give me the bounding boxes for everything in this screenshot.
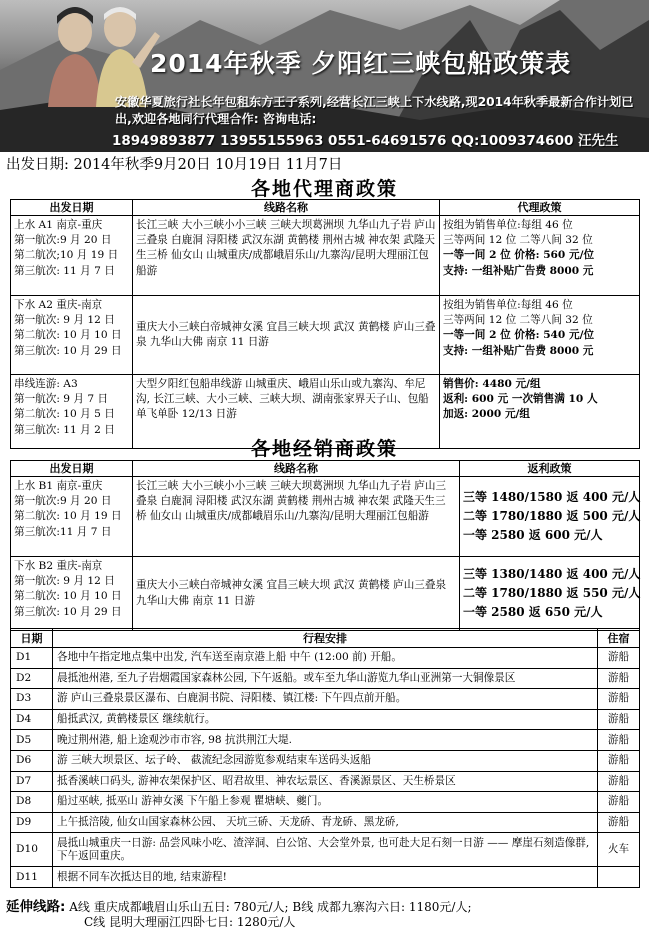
col-header-rebate: 返利政策	[460, 461, 640, 477]
itinerary-row	[11, 750, 640, 771]
day-cell: D1	[11, 648, 53, 669]
policy-subsidy: 支持: 一组补贴广告费 8000 元	[443, 344, 594, 357]
day-cell: D6	[11, 750, 53, 771]
day-cell: D4	[11, 709, 53, 730]
voyage-date: 第三航次: 11 月 7 日	[14, 264, 115, 277]
route-code: 下水 B2 重庆-南京	[14, 560, 103, 572]
itinerary-row	[11, 833, 640, 867]
policy-cell	[440, 216, 640, 296]
plan-cell: 晨抵山城重庆一日游: 品尝风味小吃、渣滓洞、白公馆、大会堂外景, 也可赴大足石刻一日游 —— 摩崖石刻造像群, 下午返回重庆。	[53, 833, 598, 867]
itinerary-row	[11, 668, 640, 689]
col-header-plan: 行程安排	[53, 629, 598, 648]
header-banner	[0, 0, 649, 152]
col-header-day: 日期	[11, 629, 53, 648]
itinerary-row	[11, 812, 640, 833]
day-cell: D2	[11, 668, 53, 689]
route-cell: 长江三峡 大小三峡小小三峡 三峡大坝葛洲坝 九华山九子岩 庐山三叠泉 白鹿洞 浔阳楼 武汉东湖 黄鹤楼 荆州古城 神农架 武隆天生三桥 仙女山 山城重庆/成都峨眉乐山/九寨沟/昆明大理丽江包船游	[133, 216, 440, 296]
route-cell: 重庆大小三峡白帝城神女溪 宜昌三峡大坝 武汉 黄鹤楼 庐山三叠泉 九华山大佛 南京 11 日游	[133, 296, 440, 375]
itinerary-row	[11, 648, 640, 669]
stay-cell: 游船	[598, 792, 640, 813]
plan-cell: 船过巫峡, 抵巫山 游神女溪 下午船上参观 瞿塘峡、夔门。	[53, 792, 598, 813]
table-header-row	[11, 629, 640, 648]
itinerary-row	[11, 689, 640, 710]
policy-cell	[440, 296, 640, 375]
voyage-date: 第三航次: 10 月 29 日	[14, 605, 122, 618]
table-header-row	[11, 200, 640, 216]
extension-route-c: C线 昆明大理丽江四卧七日: 1280元/人	[84, 915, 296, 928]
rebate-line: 三等 1380/1480 返 400 元/人	[463, 567, 641, 581]
route-code: 上水 B1 南京-重庆	[14, 480, 103, 492]
voyage-date: 第一航次: 9 月 12 日	[14, 575, 115, 588]
rebate-line: 二等 1780/1880 返 500 元/人	[463, 509, 641, 523]
voyage-date: 第一航次: 9 月 12 日	[14, 314, 115, 327]
banner-contact-phone: 18949893877 13955155963 0551-64691576 QQ:1009374600 汪先生	[112, 133, 619, 149]
table-row	[11, 216, 640, 296]
itinerary-row	[11, 792, 640, 813]
policy-price: 一等一间 2 位 价格: 540 元/位	[443, 329, 595, 342]
table-row	[11, 477, 640, 557]
day-cell: D8	[11, 792, 53, 813]
date-cell	[11, 296, 133, 375]
voyage-date: 第二航次: 10 月 19 日	[14, 510, 122, 523]
table-row	[11, 557, 640, 631]
voyage-date: 第二航次: 10 月 10 日	[14, 590, 122, 603]
day-cell: D7	[11, 771, 53, 792]
extension-route-ab: A线 重庆成都峨眉山乐山五日: 780元/人; B线 成都九寨沟六日: 1180元/人;	[69, 900, 472, 914]
voyage-date: 第二航次;10 月 19 日	[14, 249, 119, 262]
itinerary-rows	[11, 648, 640, 888]
col-header-date: 出发日期	[11, 200, 133, 216]
voyage-date: 第一航次: 9 月 7 日	[14, 393, 109, 406]
day-cell: D10	[11, 833, 53, 867]
dealer-policy-title: 各地经销商政策	[250, 438, 398, 460]
rebate-cell	[460, 557, 640, 631]
plan-cell: 抵香溪峡口码头, 游神农架保护区、昭君故里、神农坛景区、香溪源景区、天生桥景区	[53, 771, 598, 792]
rebate-line: 一等 2580 返 600 元/人	[463, 528, 603, 542]
plan-cell: 船抵武汉, 黄鹤楼景区 继续航行。	[53, 709, 598, 730]
table-row	[11, 296, 640, 375]
itinerary-table	[10, 628, 640, 888]
day-cell: D3	[11, 689, 53, 710]
voyage-date: 第一航次:9 月 20 日	[14, 234, 112, 247]
col-header-route: 线路名称	[133, 461, 460, 477]
extension-line-1	[6, 895, 472, 915]
route-cell: 长江三峡 大小三峡小小三峡 三峡大坝葛洲坝 九华山九子岩 庐山三叠泉 白鹿洞 浔阳楼 武汉东湖 黄鹤楼 荆州古城 神农架 武隆天生三桥 仙女山 山城重庆/成都峨眉乐山/九寨沟/昆明大理丽江包船游	[133, 477, 460, 557]
route-code: 串线连游: A3	[14, 378, 78, 390]
agent-policy-title: 各地代理商政策	[250, 178, 398, 200]
policy-bonus: 加返: 2000 元/组	[443, 408, 531, 421]
voyage-date: 第三航次: 11 月 2 日	[14, 423, 115, 436]
stay-cell: 游船	[598, 709, 640, 730]
agent-policy-table	[10, 199, 640, 449]
day-cell: D11	[11, 867, 53, 888]
policy-rebate: 返利: 600 元 一次销售满 10 人	[443, 393, 598, 406]
rebate-line: 二等 1780/1880 返 550 元/人	[463, 586, 641, 600]
stay-cell: 火车	[598, 833, 640, 867]
plan-cell: 各地中午指定地点集中出发, 汽车送至南京港上船 中午 (12:00 前) 开船。	[53, 648, 598, 669]
policy-price: 销售价: 4480 元/组	[443, 378, 541, 390]
date-cell	[11, 557, 133, 631]
plan-cell: 上午抵涪陵, 仙女山国家森林公园、 天坑三硚、天龙硚、青龙硚、黑龙硚,	[53, 812, 598, 833]
date-cell	[11, 216, 133, 296]
col-header-policy: 代理政策	[440, 200, 640, 216]
route-code: 下水 A2 重庆-南京	[14, 299, 103, 311]
col-header-route: 线路名称	[133, 200, 440, 216]
plan-cell: 晨抵池州港, 至九子岩烟霞国家森林公园, 下午返船。或车至九华山游览九华山亚洲第一大铜像景区	[53, 668, 598, 689]
rebate-line: 三等 1480/1580 返 400 元/人	[463, 490, 641, 504]
plan-cell: 游 三峡大坝景区、坛子岭、 截流纪念园游览参观结束车送码头返船	[53, 750, 598, 771]
plan-cell: 游 庐山三叠泉景区瀑布、白鹿洞书院、浔阳楼、镇江楼: 下午四点前开船。	[53, 689, 598, 710]
banner-title: 2014年秋季 夕阳红三峡包船政策表	[150, 49, 572, 78]
col-header-date: 出发日期	[11, 461, 133, 477]
stay-cell: 游船	[598, 812, 640, 833]
col-header-stay: 住宿	[598, 629, 640, 648]
departure-dates: 出发日期: 2014年秋季9月20日 10月19日 11月7日	[6, 157, 343, 173]
policy-price: 一等一间 2 位 价格: 560 元/位	[443, 249, 595, 262]
senior-couple-photo	[10, 2, 160, 107]
stay-cell	[598, 867, 640, 888]
plan-cell: 根据不同车次抵达目的地, 结束游程!	[53, 867, 598, 888]
policy-line: 三等两间 12 位 二等八间 32 位	[443, 234, 593, 247]
extension-label: 延伸线路:	[6, 899, 66, 915]
stay-cell: 游船	[598, 648, 640, 669]
policy-line: 按组为销售单位:每组 46 位	[443, 219, 573, 231]
route-cell: 重庆大小三峡白帝城神女溪 宜昌三峡大坝 武汉 黄鹤楼 庐山三叠泉 九华山大佛 南京 11 日游	[133, 557, 460, 631]
policy-subsidy: 支持: 一组补贴广告费 8000 元	[443, 264, 594, 277]
voyage-date: 第三航次:11 月 7 日	[14, 525, 112, 538]
route-cell: 大型夕阳红包船串线游 山城重庆、峨眉山乐山或九寨沟、牟尼沟, 长江三峡、大小三峡、三峡大坝、湖南张家界天子山、包船单飞单卧 12/13 日游	[133, 375, 440, 449]
dealer-policy-table	[10, 460, 640, 631]
stay-cell: 游船	[598, 730, 640, 751]
voyage-date: 第三航次: 10 月 29 日	[14, 344, 122, 357]
voyage-date: 第一航次:9 月 20 日	[14, 495, 112, 508]
stay-cell: 游船	[598, 668, 640, 689]
stay-cell: 游船	[598, 771, 640, 792]
plan-cell: 晚过荆州港, 船上途观沙市市容, 98 抗洪荆江大堤.	[53, 730, 598, 751]
voyage-date: 第二航次: 10 月 10 日	[14, 329, 122, 342]
banner-description: 安徽华夏旅行社长年包租东方王子系列,经营长江三峡上下水线路,现2014年秋季最新合作计划已出,欢迎各地同行代理合作: 咨询电话:	[115, 95, 634, 126]
stay-cell: 游船	[598, 750, 640, 771]
day-cell: D5	[11, 730, 53, 751]
itinerary-row	[11, 709, 640, 730]
itinerary-row	[11, 867, 640, 888]
itinerary-row	[11, 730, 640, 751]
day-cell: D9	[11, 812, 53, 833]
table-header-row	[11, 461, 640, 477]
rebate-line: 一等 2580 返 650 元/人	[463, 605, 603, 619]
itinerary-row	[11, 771, 640, 792]
date-cell	[11, 477, 133, 557]
policy-line: 按组为销售单位:每组 46 位	[443, 299, 573, 311]
stay-cell: 游船	[598, 689, 640, 710]
route-code: 上水 A1 南京-重庆	[14, 219, 103, 231]
voyage-date: 第二航次: 10 月 5 日	[14, 408, 115, 421]
rebate-cell	[460, 477, 640, 557]
policy-line: 三等两间 12 位 二等八间 32 位	[443, 314, 593, 327]
